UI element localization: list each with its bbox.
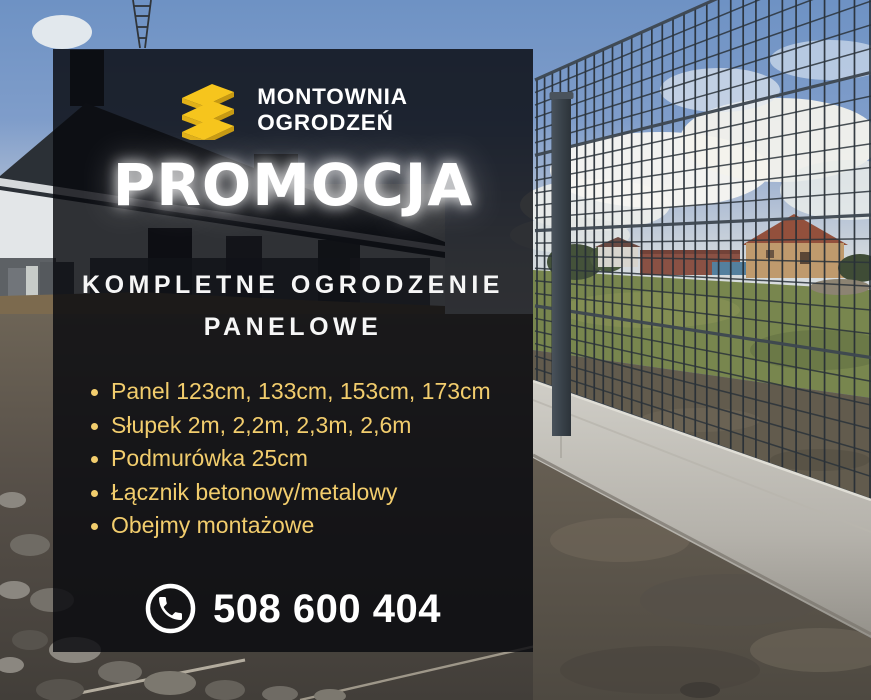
contact-row <box>53 583 533 634</box>
brand-logo <box>53 80 533 140</box>
promo-card <box>53 49 533 652</box>
stacked-panels-icon <box>178 80 244 140</box>
brand-name <box>257 84 408 136</box>
feature-item: Łącznik betonowy/metalowy <box>89 476 523 510</box>
phone-number: 508 600 404 <box>213 586 441 631</box>
promo-subtitle-line1: KOMPLETNE OGRODZENIE <box>82 271 504 299</box>
feature-item: Panel 123cm, 133cm, 153cm, 173cm <box>89 375 523 409</box>
feature-list <box>89 375 523 543</box>
feature-item: Podmurówka 25cm <box>89 442 523 476</box>
promo-headline: PROMOCJA <box>112 151 474 219</box>
phone-icon <box>145 583 196 634</box>
feature-item: Słupek 2m, 2,2m, 2,3m, 2,6m <box>89 409 523 443</box>
fence-post <box>550 92 574 436</box>
promo-subtitle-line2: PANELOWE <box>203 312 383 341</box>
promo-subtitle <box>53 265 533 348</box>
feature-item: Obejmy montażowe <box>89 509 523 543</box>
brand-name-line2: OGRODZEŃ <box>257 110 394 135</box>
brand-name-line1: MONTOWNIA <box>257 83 408 109</box>
